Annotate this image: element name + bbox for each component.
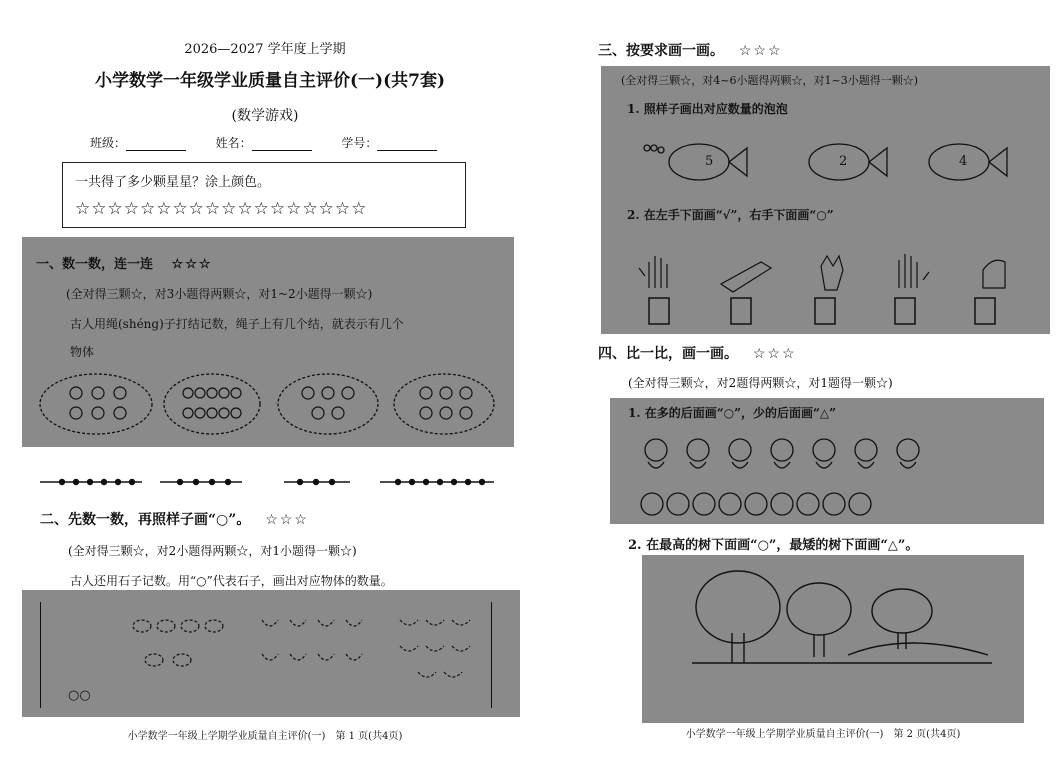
page2-footer: 小学数学一年级上学期学业质量自主评价(一) 第 2 页(共4页) — [685, 729, 961, 740]
section1-object-groups — [36, 371, 506, 437]
section4-stars: ☆☆☆ — [752, 346, 797, 362]
section1-heading-text: 一、数一数，连一连 — [36, 257, 154, 272]
section1-scoring: (全对得三颗☆，对3小题得两颗☆，对1~2小题得一颗☆) — [66, 287, 373, 301]
section3-heading — [598, 40, 783, 60]
section4-q2-panel — [642, 555, 1024, 723]
fish-number-3: 4 — [959, 154, 968, 169]
page-title: 小学数学一年级学业质量自主评价(一)(共7套) — [94, 71, 445, 91]
section2-heading — [40, 509, 309, 529]
hand-figures — [631, 236, 1031, 328]
section2-heading-text: 二、先数一数，再照样子画“○”。 — [40, 512, 251, 528]
section2-scoring: (全对得三颗☆，对2小题得两颗☆，对1小题得一颗☆) — [68, 544, 357, 558]
name-label: 姓名： — [215, 136, 252, 150]
section3-heading-text: 三、按要求画一画。 — [598, 43, 724, 59]
student-info-row — [90, 134, 490, 151]
tree-figures — [692, 565, 1002, 675]
section4-question2: 2. 在最高的树下面画“○”，最矮的树下面画“△”。 — [628, 538, 919, 553]
section1-heading — [36, 253, 213, 272]
fish-number-2: 2 — [839, 154, 848, 169]
section1-instruction: 古人用绳(shéng)子打结记数，绳子上有几个结，就表示有几个 — [70, 317, 404, 331]
score-stars[interactable]: ☆☆☆☆☆☆☆☆☆☆☆☆☆☆☆☆☆☆ — [75, 199, 368, 219]
knotted-ropes[interactable] — [38, 474, 498, 490]
section4-heading — [598, 343, 797, 363]
section2-stars: ☆☆☆ — [265, 512, 309, 528]
monkeys-and-peaches — [638, 428, 958, 520]
section2-example-circles: ○○ — [68, 688, 91, 703]
star-score-box — [62, 162, 466, 228]
school-year: 2026—2027 学年度上学期 — [184, 42, 346, 57]
name-field[interactable] — [252, 138, 312, 151]
section3-scoring: (全对得三颗☆，对4~6小题得两颗☆，对1~3小题得一颗☆) — [621, 74, 919, 87]
section2-instruction: 古人还用石子记数。用“○”代表石子，画出对应物体的数量。 — [70, 574, 393, 588]
page1-footer: 小学数学一年级上学期学业质量自主评价(一) 第 1 页(共4页) — [127, 731, 403, 742]
section4-scoring: (全对得三颗☆，对2题得两颗☆，对1题得一颗☆) — [628, 376, 893, 390]
section2-object-figures — [122, 606, 492, 686]
class-label: 班级： — [90, 136, 127, 150]
section3-panel — [601, 66, 1050, 334]
section4-heading-text: 四、比一比，画一画。 — [598, 346, 738, 362]
section3-stars: ☆☆☆ — [738, 43, 783, 59]
page-subtitle: (数学游戏) — [231, 108, 299, 124]
section3-question1: 1. 照样子画出对应数量的泡泡 — [627, 102, 788, 116]
section3-question2: 2. 在左手下面画“√”，右手下面画“○” — [627, 208, 834, 222]
section4-question1: 1. 在多的后面画“○”，少的后面画“△” — [628, 406, 837, 420]
class-field[interactable] — [126, 138, 186, 151]
number-label: 学号： — [341, 136, 378, 150]
section1-instruction-cont: 物体 — [70, 345, 95, 359]
star-prompt: 一共得了多少颗星星？涂上颜色。 — [75, 175, 271, 190]
section1-panel — [22, 237, 514, 447]
section2-panel — [22, 590, 520, 717]
section4-q1-panel — [610, 398, 1044, 524]
section1-stars: ☆☆☆ — [171, 257, 213, 272]
fish-number-1: 5 — [705, 154, 714, 169]
number-field[interactable] — [377, 138, 437, 151]
